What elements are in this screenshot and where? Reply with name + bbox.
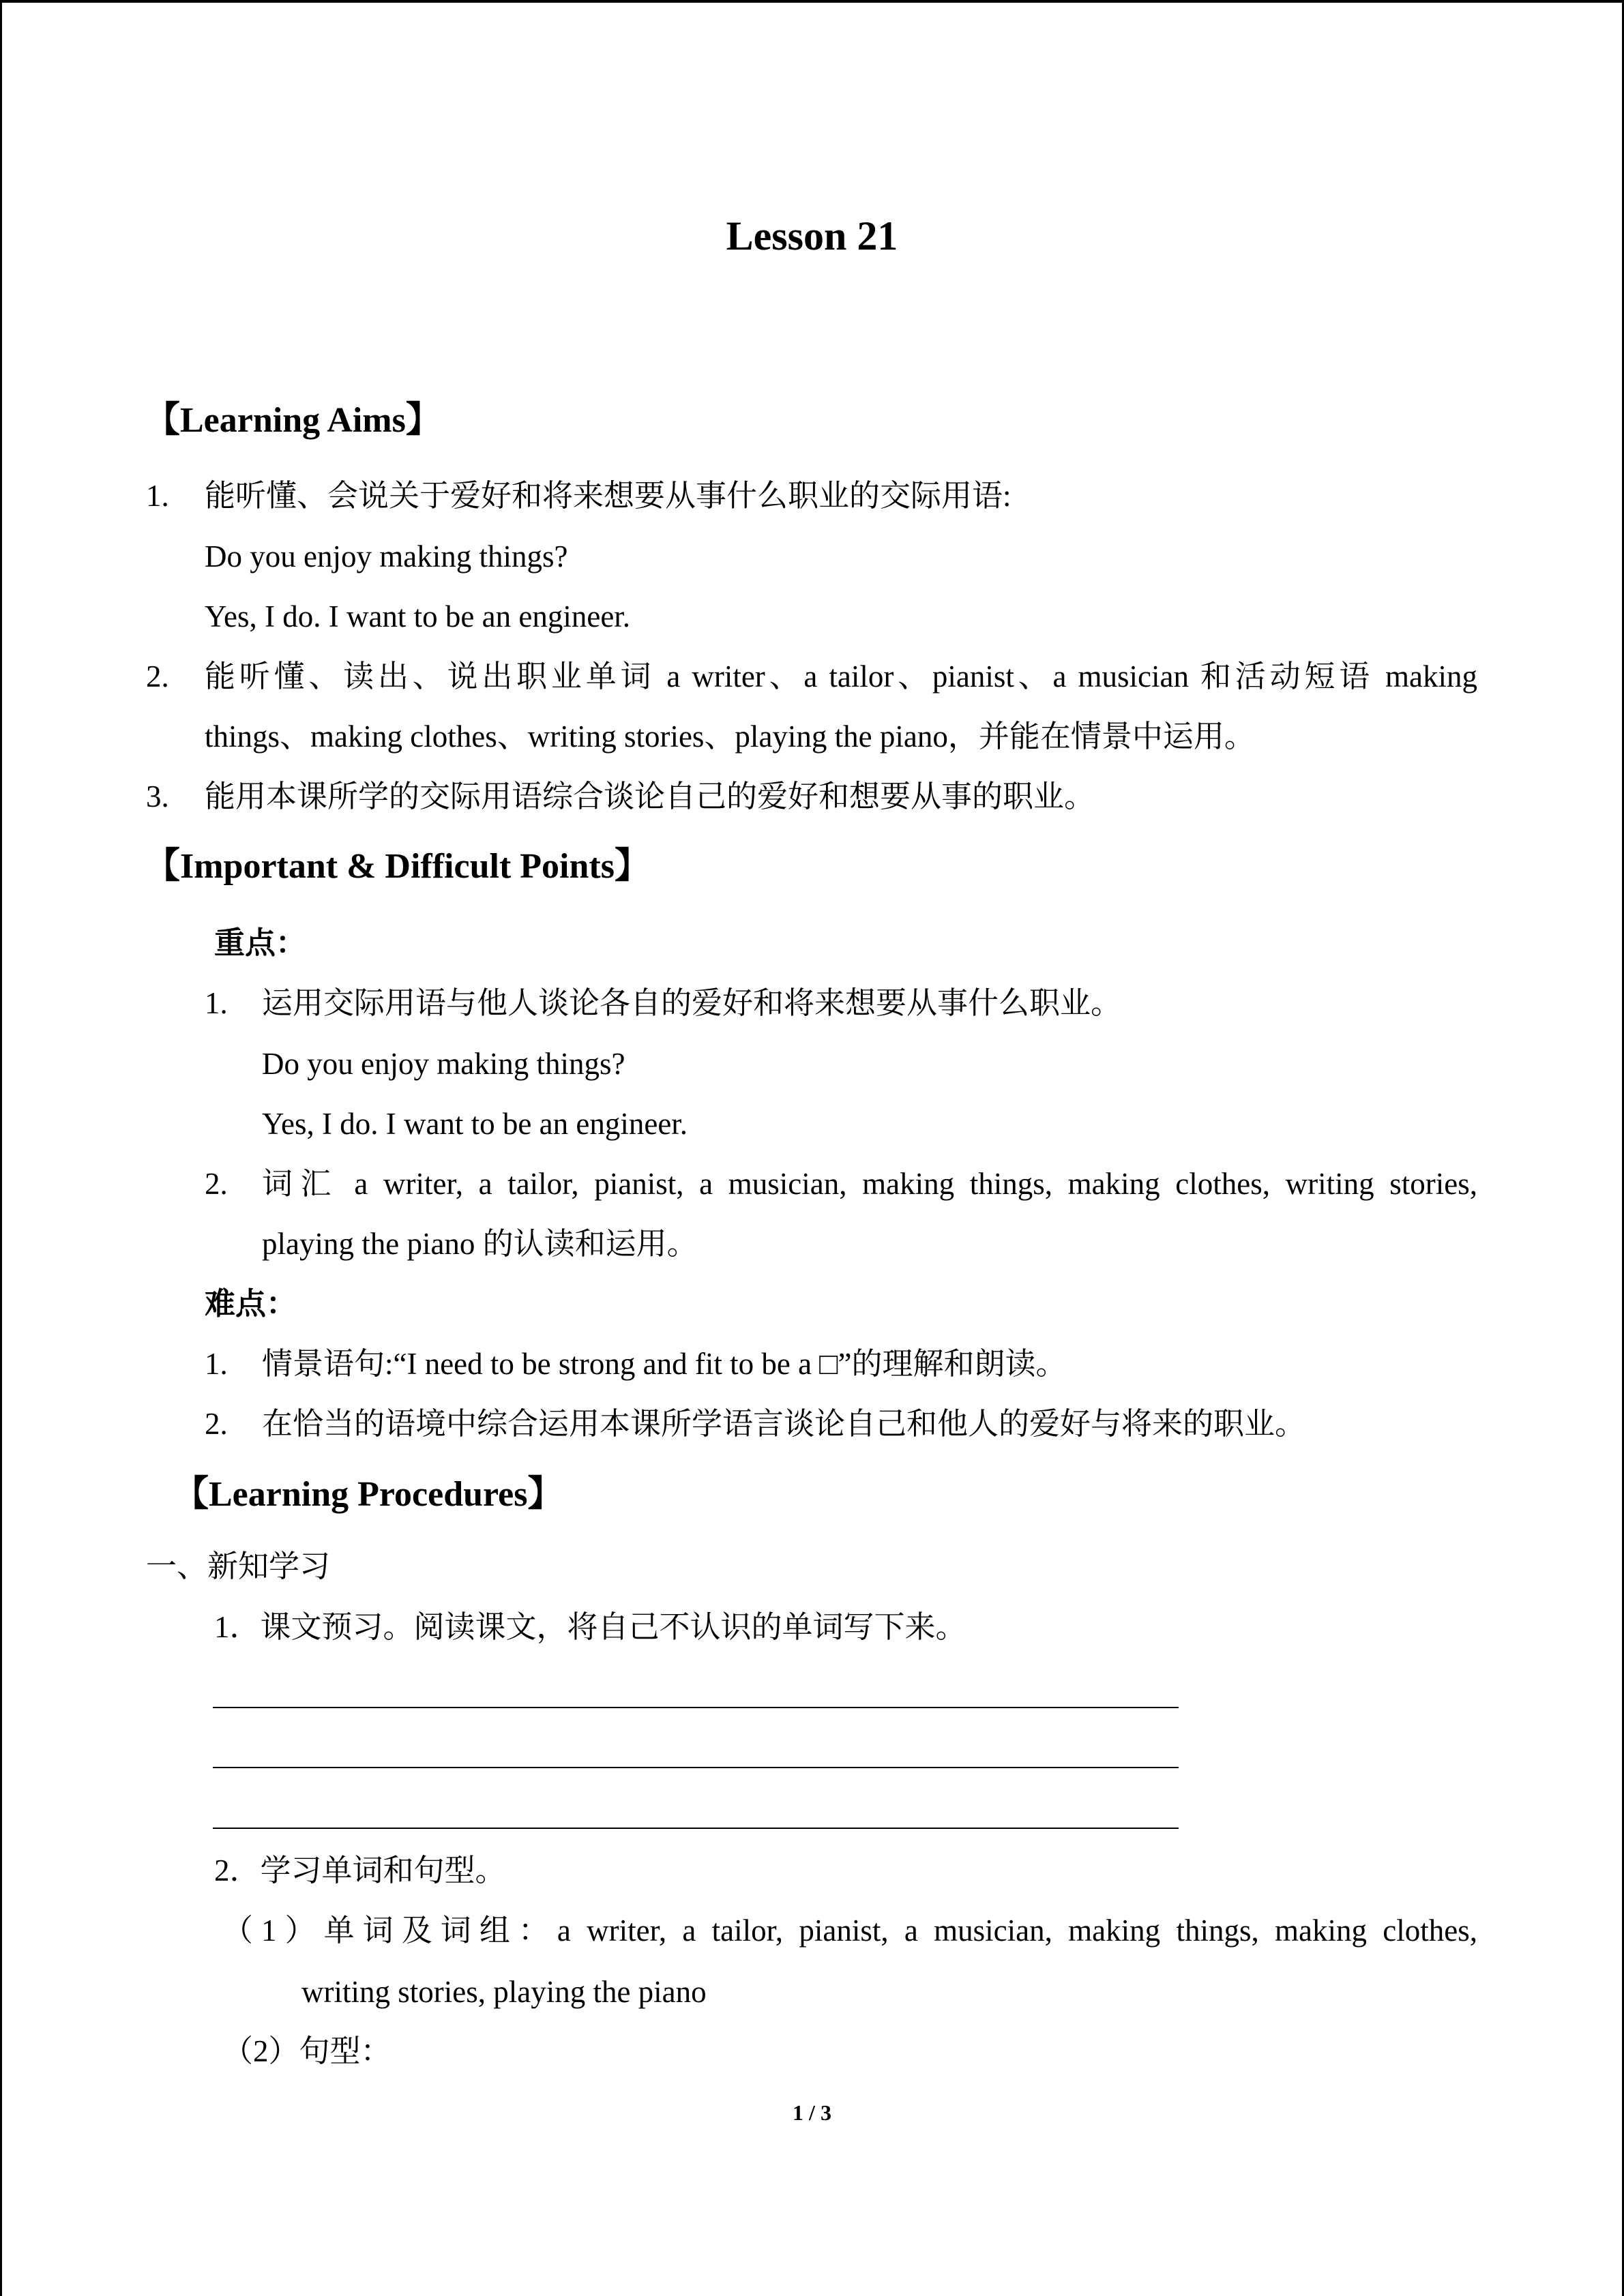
section-new-knowledge: 一、新知学习 (146, 1549, 331, 1583)
aim-1-number: 1. (146, 479, 169, 513)
page-left-border (0, 0, 2, 2296)
key-1-example-answer: Yes, I do. I want to be an engineer. (262, 1107, 688, 1141)
aim-3-text: 能用本课所学的交际用语综合谈论自己的爱好和想要从事的职业。 (205, 779, 1095, 814)
difficult-1-number: 1. (205, 1347, 228, 1381)
key-1-text: 运用交际用语与他人谈论各自的爱好和将来想要从事什么职业。 (262, 986, 1122, 1020)
key-1-example-question: Do you enjoy making things? (262, 1047, 625, 1081)
key-2-text-line1: 词汇 a writer, a tailor, pianist, a musician, making things, making clothes, writing stories, (262, 1167, 1477, 1201)
answer-line-3 (213, 1828, 1179, 1829)
page-top-border (0, 0, 1624, 3)
step-1-preview: 1．课文预习。阅读课文，将自己不认识的单词写下来。 (214, 1610, 966, 1644)
aim-1-example-question: Do you enjoy making things? (205, 539, 568, 573)
answer-line-2 (213, 1767, 1179, 1768)
step-2-study: 2．学习单词和句型。 (214, 1853, 506, 1888)
sub-1-vocabulary-line1: （1）单词及词组：a writer, a tailor, pianist, a musician, making things, making clothes, (222, 1913, 1477, 1948)
aim-1-text: 能听懂、会说关于爱好和将来想要从事什么职业的交际用语: (205, 479, 1012, 513)
difficult-2-number: 2. (205, 1407, 228, 1441)
difficult-1-text: 情景语句:“I need to be strong and fit to be a □”的理解和朗读。 (262, 1347, 1067, 1381)
aim-1-example-answer: Yes, I do. I want to be an engineer. (205, 599, 631, 633)
aim-3-number: 3. (146, 779, 169, 814)
aim-2-text-line1: 能听懂、读出、说出职业单词 a writer、a tailor、pianist、a musician 和活动短语 making (205, 659, 1477, 694)
difficult-2-text: 在恰当的语境中综合运用本课所学语言谈论自己和他人的爱好与将来的职业。 (262, 1407, 1306, 1441)
page-title: Lesson 21 (726, 213, 898, 258)
key-1-number: 1. (205, 986, 228, 1020)
sub-2-sentence-patterns: （2）句型： (222, 2034, 392, 2068)
aim-2-text-line2: things、making clothes、writing stories、playing the piano，并能在情景中运用。 (205, 719, 1255, 754)
key-2-number: 2. (205, 1167, 228, 1201)
learning-procedures-heading: 【Learning Procedures】 (173, 1475, 563, 1514)
aim-2-number: 2. (146, 659, 169, 694)
page-number: 1 / 3 (793, 2100, 831, 2125)
sub-1-vocabulary-line2: writing stories, playing the piano (301, 1975, 707, 2009)
important-points-heading: 【Important & Difficult Points】 (145, 847, 650, 886)
key-points-label: 重点： (214, 926, 307, 960)
key-2-text-line2: playing the piano 的认读和运用。 (262, 1227, 698, 1261)
difficult-points-label: 难点： (205, 1287, 297, 1321)
answer-line-1 (213, 1707, 1179, 1708)
learning-aims-heading: 【Learning Aims】 (145, 401, 441, 440)
